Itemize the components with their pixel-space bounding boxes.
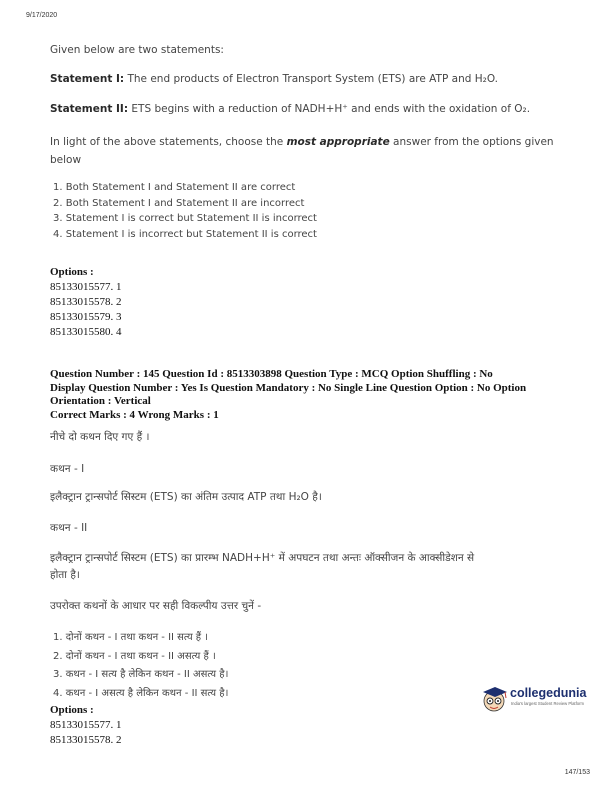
hindi-option-3: 3. कथन - I सत्य है लेकिन कथन - II असत्य है।: [53, 669, 229, 680]
question-intro: Given below are two statements:: [50, 44, 224, 56]
statement-1-text: The end products of Electron Transport System (ETS) are ATP and H₂O.: [127, 73, 499, 85]
meta-line: Display Question Number : Yes Is Question Mandatory : No Single Line Question Option : No Option: [50, 381, 527, 394]
option-2: 2. Both Statement I and Statement II are incorrect: [53, 197, 305, 209]
hindi-option-1: 1. दोनों कथन - I तथा कथन - II सत्य हैं ।: [53, 632, 209, 643]
marks-line: Correct Marks : 4 Wrong Marks : 1: [50, 408, 219, 421]
hindi-s2-line2: होता है।: [50, 569, 80, 581]
options-heading: Options :: [50, 704, 94, 716]
question-prompt: [50, 133, 554, 169]
hindi-statement-2-text: [50, 550, 570, 584]
mascot-icon: [480, 684, 510, 714]
option-id: 85133015578. 2: [50, 296, 122, 308]
option-ids-block: [50, 265, 122, 340]
option-3: 3. Statement I is correct but Statement II is incorrect: [53, 213, 317, 224]
prompt-pre: In light of the above statements, choose the: [50, 136, 284, 148]
print-date: 9/17/2020: [26, 12, 58, 19]
prompt-line2: below: [50, 154, 82, 166]
statement-2-label: Statement II:: [50, 103, 129, 115]
option-ids-block-2: [50, 703, 122, 748]
statement-2-text: ETS begins with a reduction of NADH+H⁺ and ends with the oxidation of O₂.: [131, 103, 531, 115]
hindi-statement-2-label: कथन - II: [50, 522, 88, 534]
collegedunia-logo: [480, 684, 587, 714]
logo-wordmark: collegedunia: [510, 686, 587, 700]
hindi-s2-line1: इलैक्ट्रान ट्रान्सपोर्ट सिस्टम (ETS) का प्रारम्भ NADH+H⁺ में अपघटन तथा अन्तः ऑक्सीजन के आक्सीडेशन से: [50, 552, 475, 564]
option-1: 1. Both Statement I and Statement II are correct: [53, 182, 296, 193]
hindi-statement-1-text: इलैक्ट्रान ट्रान्सपोर्ट सिस्टम (ETS) का अंतिम उत्पाद ATP तथा H₂O है।: [50, 491, 322, 503]
option-4: 4. Statement I is incorrect but Statement II is correct: [53, 228, 317, 240]
option-id: 85133015577. 1: [50, 281, 122, 293]
option-id: 85133015578. 2: [50, 734, 122, 746]
page-number: 147/153: [564, 769, 590, 776]
question-metadata: [50, 368, 590, 422]
meta-line: Question Number : 145 Question Id : 8513303898 Question Type : MCQ Option Shuffling : No: [50, 368, 493, 380]
english-options: [50, 182, 317, 244]
hindi-statement-1-label: कथन - I: [50, 463, 85, 475]
prompt-emphasis: most appropriate: [286, 136, 390, 148]
meta-line: Orientation : Vertical: [50, 395, 151, 407]
option-id: 85133015579. 3: [50, 311, 122, 323]
hindi-option-4: 4. कथन - I असत्य है लेकिन कथन - II सत्य है।: [53, 687, 229, 699]
statement-1-label: Statement I:: [50, 73, 125, 85]
statement-1: [50, 73, 498, 85]
option-id: 85133015580. 4: [50, 326, 122, 338]
hindi-option-2: 2. दोनों कथन - I तथा कथन - II असत्य हैं ।: [53, 650, 216, 662]
hindi-intro: नीचे दो कथन दिए गए हैं ।: [50, 431, 150, 443]
hindi-prompt: उपरोक्त कथनों के आधार पर सही विकल्पीय उत्तर चुनें -: [50, 600, 262, 612]
statement-2: [50, 103, 530, 115]
hindi-options: [50, 629, 228, 703]
option-id: 85133015577. 1: [50, 719, 122, 731]
logo-tagline: India's largest Student Review Platform: [511, 701, 584, 706]
prompt-post: answer from the options given: [393, 136, 554, 148]
options-heading: Options :: [50, 266, 94, 278]
